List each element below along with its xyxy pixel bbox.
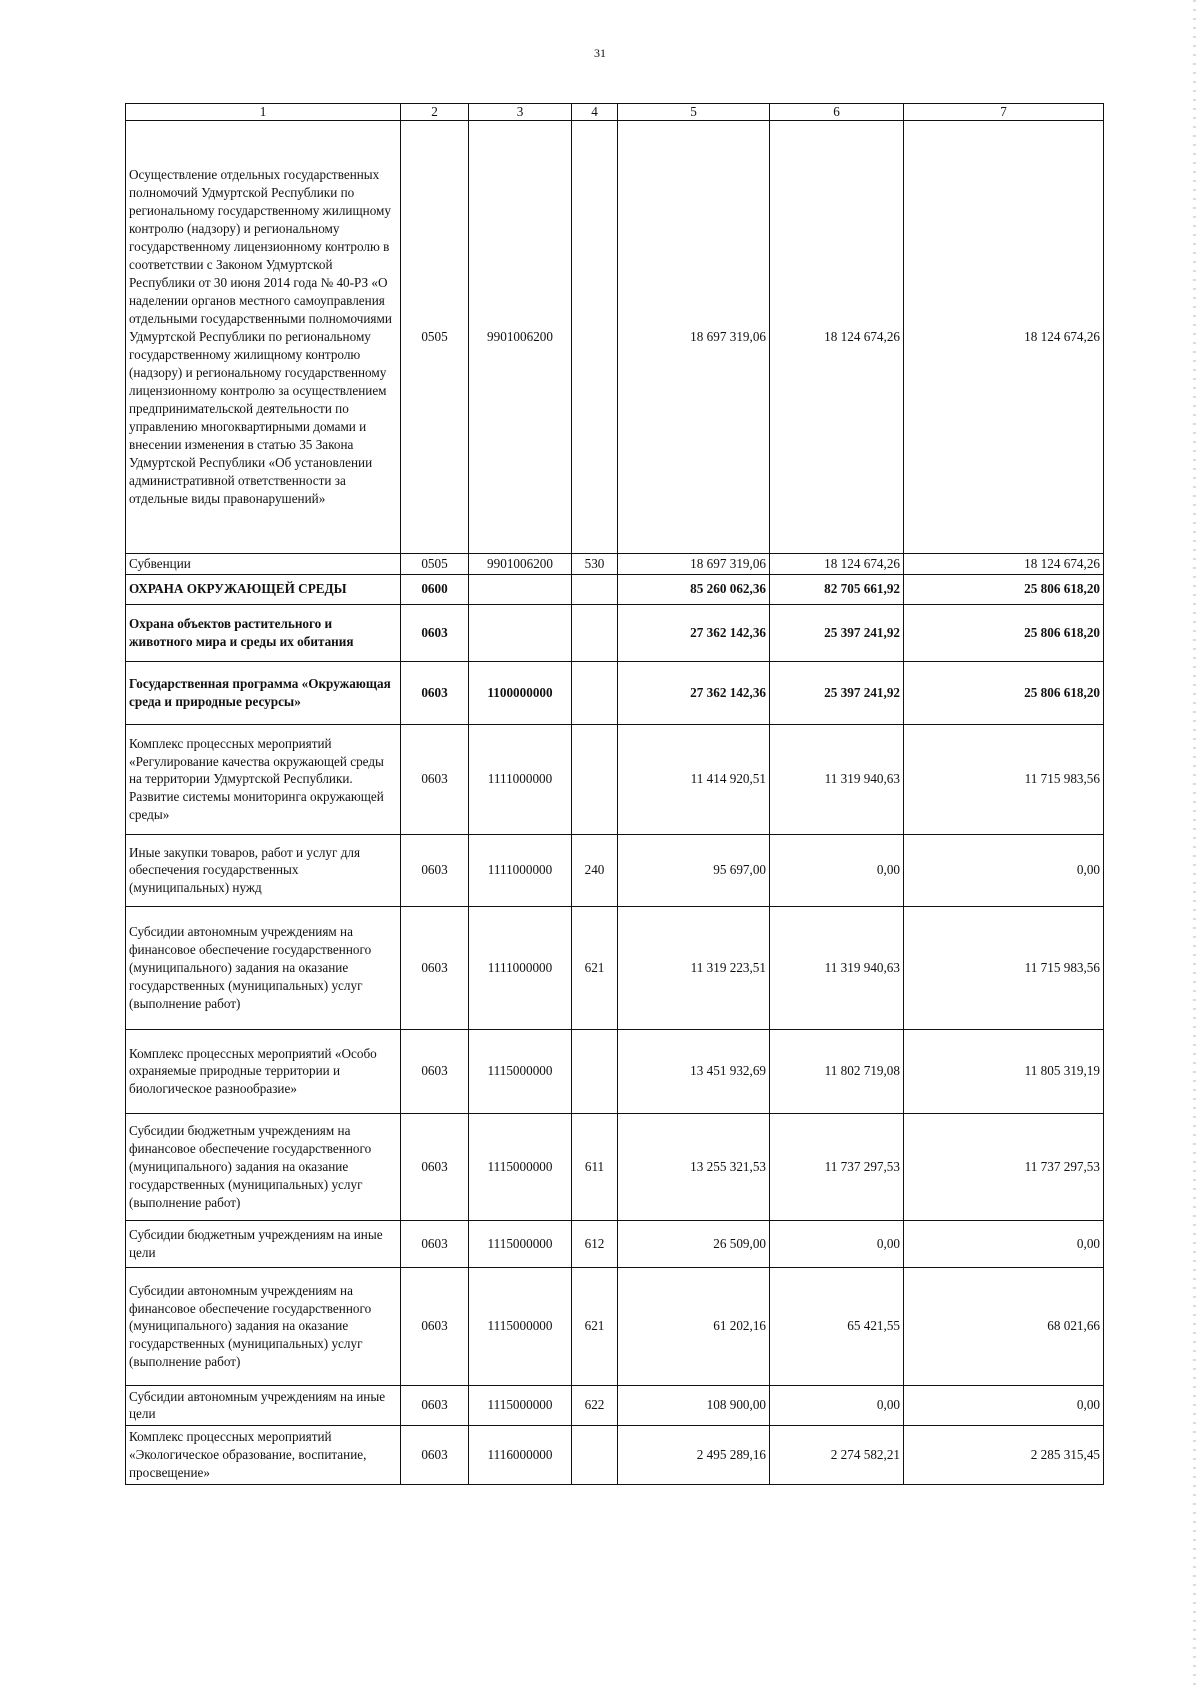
row-type: 621: [572, 906, 618, 1029]
row-value-2: 2 274 582,21: [770, 1425, 904, 1484]
row-name: ОХРАНА ОКРУЖАЮЩЕЙ СРЕДЫ: [126, 574, 401, 604]
row-value-2: 11 802 719,08: [770, 1029, 904, 1113]
table-row: [126, 834, 1104, 906]
row-name: Комплекс процессных мероприятий «Особо охраняемые природные территории и биологическое разнообразие»: [126, 1029, 401, 1113]
table-row: [126, 1220, 1104, 1267]
row-value-1: 27 362 142,36: [618, 604, 770, 661]
row-name: Осуществление отдельных государственных полномочий Удмуртской Республики по региональному государственному жилищному контролю (надзору) и региональному государственному лицензионному контролю в соответствии с Законом Удмуртской Республики от 30 июня 2014 года № 40-РЗ «О наделении органов местного самоуправления отдельными государственными полномочиями Удмуртской Республики по региональному государственному жилищному контролю (надзору) и региональному государственному лицензионному контролю за осуществлением предпринимательской деятельности по управлению многоквартирными домами и внесении изменения в статью 35 Закона Удмуртской Республики «Об установлении административной ответственности за отдельные виды правонарушений»: [126, 121, 401, 554]
row-value-3: 25 806 618,20: [904, 604, 1104, 661]
row-section: 0603: [401, 661, 469, 724]
row-type: [572, 661, 618, 724]
row-section: 0603: [401, 604, 469, 661]
row-value-2: 0,00: [770, 1220, 904, 1267]
row-value-3: 11 715 983,56: [904, 906, 1104, 1029]
table-row: [126, 1385, 1104, 1425]
row-section: 0505: [401, 554, 469, 575]
row-value-2: 82 705 661,92: [770, 574, 904, 604]
row-section: 0603: [401, 1220, 469, 1267]
row-target: 1115000000: [469, 1385, 572, 1425]
row-name: Субсидии автономным учреждениям на финансовое обеспечение государственного (муниципального) задания на оказание государственных (муниципальных) услуг (выполнение работ): [126, 906, 401, 1029]
row-value-1: 2 495 289,16: [618, 1425, 770, 1484]
row-name: Охрана объектов растительного и животного мира и среды их обитания: [126, 604, 401, 661]
row-target: 1115000000: [469, 1029, 572, 1113]
header-col-3: 3: [469, 104, 572, 121]
table-row: [126, 1425, 1104, 1484]
row-value-3: 25 806 618,20: [904, 574, 1104, 604]
table-row: [126, 724, 1104, 834]
row-target: 1111000000: [469, 906, 572, 1029]
row-section: 0603: [401, 906, 469, 1029]
row-type: [572, 604, 618, 661]
row-value-1: 108 900,00: [618, 1385, 770, 1425]
row-value-2: 18 124 674,26: [770, 121, 904, 554]
row-value-1: 11 319 223,51: [618, 906, 770, 1029]
row-name: Иные закупки товаров, работ и услуг для обеспечения государственных (муниципальных) нужд: [126, 834, 401, 906]
row-value-1: 26 509,00: [618, 1220, 770, 1267]
row-name: Субсидии автономным учреждениям на иные цели: [126, 1385, 401, 1425]
header-col-2: 2: [401, 104, 469, 121]
table-row: [126, 604, 1104, 661]
row-target: 1111000000: [469, 724, 572, 834]
header-col-1: 1: [126, 104, 401, 121]
row-value-1: 18 697 319,06: [618, 121, 770, 554]
header-col-7: 7: [904, 104, 1104, 121]
row-value-2: 0,00: [770, 1385, 904, 1425]
row-value-3: 18 124 674,26: [904, 554, 1104, 575]
row-section: 0603: [401, 1113, 469, 1220]
table-row: [126, 1267, 1104, 1385]
row-name: Субсидии бюджетным учреждениям на иные цели: [126, 1220, 401, 1267]
row-type: 622: [572, 1385, 618, 1425]
row-value-3: 68 021,66: [904, 1267, 1104, 1385]
row-name: Субсидии бюджетным учреждениям на финансовое обеспечение государственного (муниципального) задания на оказание государственных (муниципальных) услуг (выполнение работ): [126, 1113, 401, 1220]
page-number: 31: [594, 46, 606, 60]
row-target: 1116000000: [469, 1425, 572, 1484]
row-target: 9901006200: [469, 121, 572, 554]
row-section: 0603: [401, 1385, 469, 1425]
row-value-1: 27 362 142,36: [618, 661, 770, 724]
row-section: 0600: [401, 574, 469, 604]
row-name: Комплекс процессных мероприятий «Регулирование качества окружающей среды на территории Удмуртской Республики. Развитие системы мониторинга окружающей среды»: [126, 724, 401, 834]
row-value-2: 11 737 297,53: [770, 1113, 904, 1220]
scan-edge-marks: [1193, 0, 1196, 1686]
table-row: [126, 1113, 1104, 1220]
row-target: 1115000000: [469, 1267, 572, 1385]
row-value-3: 18 124 674,26: [904, 121, 1104, 554]
row-value-3: 25 806 618,20: [904, 661, 1104, 724]
row-value-3: 11 805 319,19: [904, 1029, 1104, 1113]
row-value-1: 95 697,00: [618, 834, 770, 906]
table-row: [126, 1029, 1104, 1113]
row-type: 612: [572, 1220, 618, 1267]
row-value-3: 0,00: [904, 1220, 1104, 1267]
row-type: 611: [572, 1113, 618, 1220]
row-value-2: 11 319 940,63: [770, 906, 904, 1029]
table-row: [126, 554, 1104, 575]
row-target: [469, 604, 572, 661]
row-target: 1115000000: [469, 1220, 572, 1267]
row-section: 0603: [401, 834, 469, 906]
table-row: [126, 906, 1104, 1029]
row-type: [572, 121, 618, 554]
row-type: [572, 1425, 618, 1484]
row-section: 0603: [401, 1425, 469, 1484]
row-value-3: 11 737 297,53: [904, 1113, 1104, 1220]
header-col-4: 4: [572, 104, 618, 121]
row-value-2: 65 421,55: [770, 1267, 904, 1385]
row-type: 530: [572, 554, 618, 575]
row-section: 0603: [401, 1267, 469, 1385]
row-type: [572, 1029, 618, 1113]
row-value-1: 13 451 932,69: [618, 1029, 770, 1113]
row-value-1: 13 255 321,53: [618, 1113, 770, 1220]
row-type: 240: [572, 834, 618, 906]
row-value-3: 0,00: [904, 834, 1104, 906]
row-value-2: 0,00: [770, 834, 904, 906]
row-type: [572, 724, 618, 834]
row-section: 0603: [401, 1029, 469, 1113]
row-target: 1115000000: [469, 1113, 572, 1220]
row-name: Государственная программа «Окружающая среда и природные ресурсы»: [126, 661, 401, 724]
row-section: 0505: [401, 121, 469, 554]
row-type: [572, 574, 618, 604]
row-value-1: 11 414 920,51: [618, 724, 770, 834]
row-value-1: 85 260 062,36: [618, 574, 770, 604]
header-col-6: 6: [770, 104, 904, 121]
row-value-3: 2 285 315,45: [904, 1425, 1104, 1484]
row-type: 621: [572, 1267, 618, 1385]
row-target: 1111000000: [469, 834, 572, 906]
row-value-3: 0,00: [904, 1385, 1104, 1425]
table-row: [126, 121, 1104, 554]
row-value-1: 18 697 319,06: [618, 554, 770, 575]
header-row: [126, 104, 1104, 121]
table-row: [126, 661, 1104, 724]
row-target: 1100000000: [469, 661, 572, 724]
row-value-3: 11 715 983,56: [904, 724, 1104, 834]
row-value-1: 61 202,16: [618, 1267, 770, 1385]
row-name: Субвенции: [126, 554, 401, 575]
row-name: Субсидии автономным учреждениям на финансовое обеспечение государственного (муниципального) задания на оказание государственных (муниципальных) услуг (выполнение работ): [126, 1267, 401, 1385]
row-name: Комплекс процессных мероприятий «Экологическое образование, воспитание, просвещение»: [126, 1425, 401, 1484]
row-value-2: 25 397 241,92: [770, 604, 904, 661]
row-value-2: 11 319 940,63: [770, 724, 904, 834]
row-target: [469, 574, 572, 604]
table-row: [126, 574, 1104, 604]
header-col-5: 5: [618, 104, 770, 121]
row-section: 0603: [401, 724, 469, 834]
budget-table: [125, 103, 1104, 1485]
row-value-2: 18 124 674,26: [770, 554, 904, 575]
row-target: 9901006200: [469, 554, 572, 575]
row-value-2: 25 397 241,92: [770, 661, 904, 724]
